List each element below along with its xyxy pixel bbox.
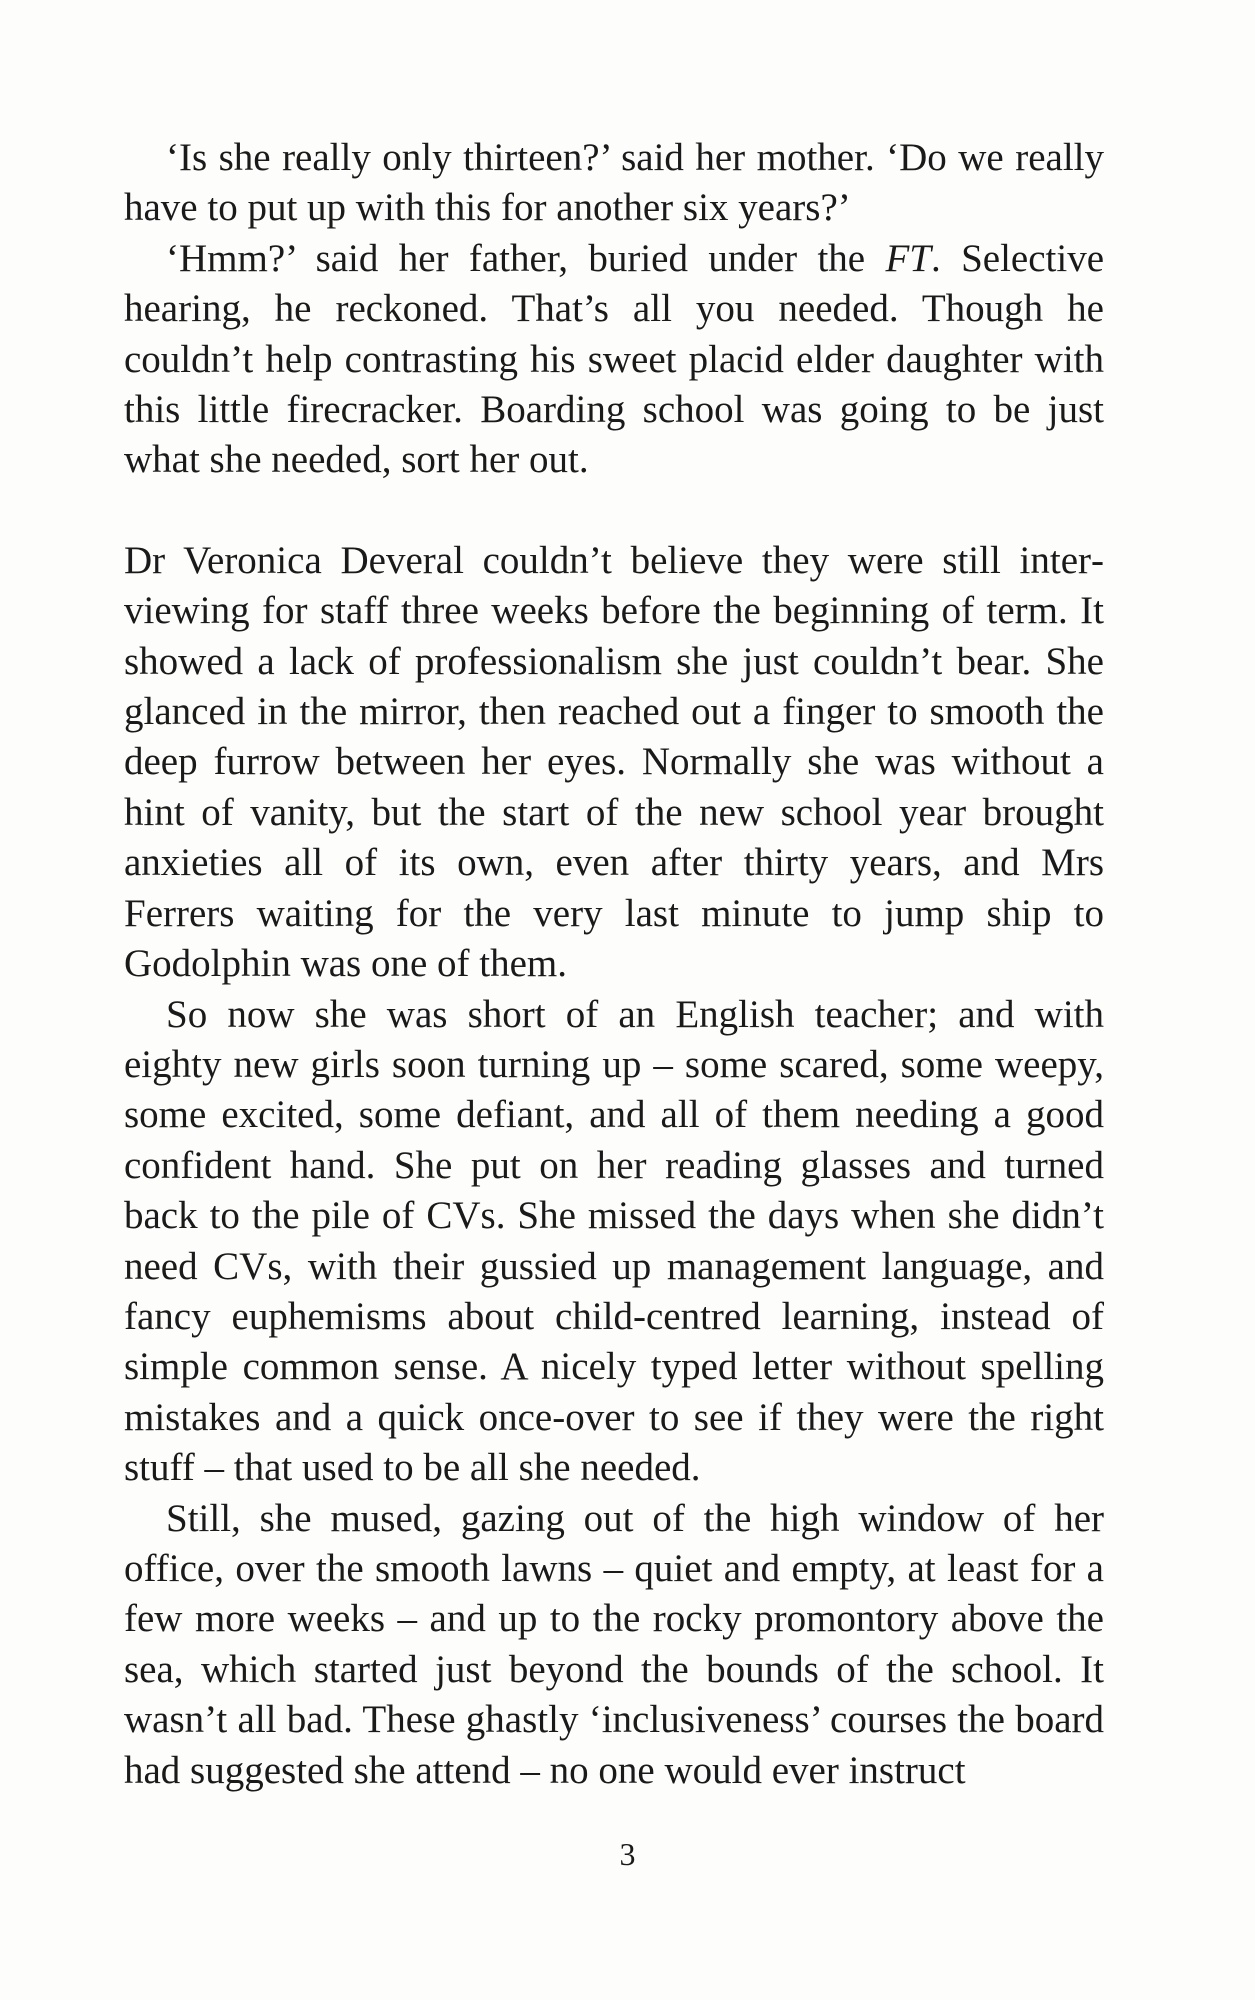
paragraph-text-part: . Selective hearing, he reckoned. That’s all you needed. Though he couldn’t help contrasting his sweet placid elder daughter with this little firecracker. Boarding school was going to be just what she needed, sort her out. [124, 236, 1104, 482]
paragraph-text-part: ‘Hmm?’ said her father, buried under the [166, 236, 886, 280]
body-text [124, 133, 1104, 1796]
paragraph-window-view: Still, she mused, gazing out of the high window of her office, over the smooth lawns – quiet and empty, at least for a few more weeks – and up to the rocky promontory above the sea, which started just beyond the bounds of the school. It wasn’t all bad. These ghastly ‘inclusiveness’ courses the board had suggested she attend – no one would ever instruct [124, 1496, 1104, 1792]
paragraph-dialogue-father [124, 234, 1104, 486]
page-number: 3 [619, 1836, 636, 1872]
paragraph-dialogue-mother: ‘Is she really only thirteen?’ said her mother. ‘Do we really have to put up with this for another six years?’ [124, 136, 1104, 230]
paragraph-deveral-intro: Dr Veronica Deveral couldn’t believe they were still interviewing for staff three weeks before the beginning of term. It showed a lack of professionalism she just couldn’t bear. She glanced in the mirror, then reached out a finger to smooth the deep furrow between her eyes. Normally she was without a hint of vanity, but the start of the new school year brought anxieties all of its own, even after thirty years, and Mrs Ferrers waiting for the very last minute to jump ship to Godolphin was one of them. [124, 538, 1104, 986]
paragraph-english-teacher: So now she was short of an English teacher; and with eighty new girls soon turning up – some scared, some weepy, some excited, some defiant, and all of them needing a good confident hand. She put on her reading glasses and turned back to the pile of CVs. She missed the days when she didn’t need CVs, with their gussied up management language, and fancy euphemisms about child-centred learning, instead of simple common sense. A nicely typed letter without spelling mistakes and a quick once-over to see if they were the right stuff – that used to be all she needed. [124, 992, 1104, 1490]
italic-title-ft: FT [885, 236, 931, 280]
